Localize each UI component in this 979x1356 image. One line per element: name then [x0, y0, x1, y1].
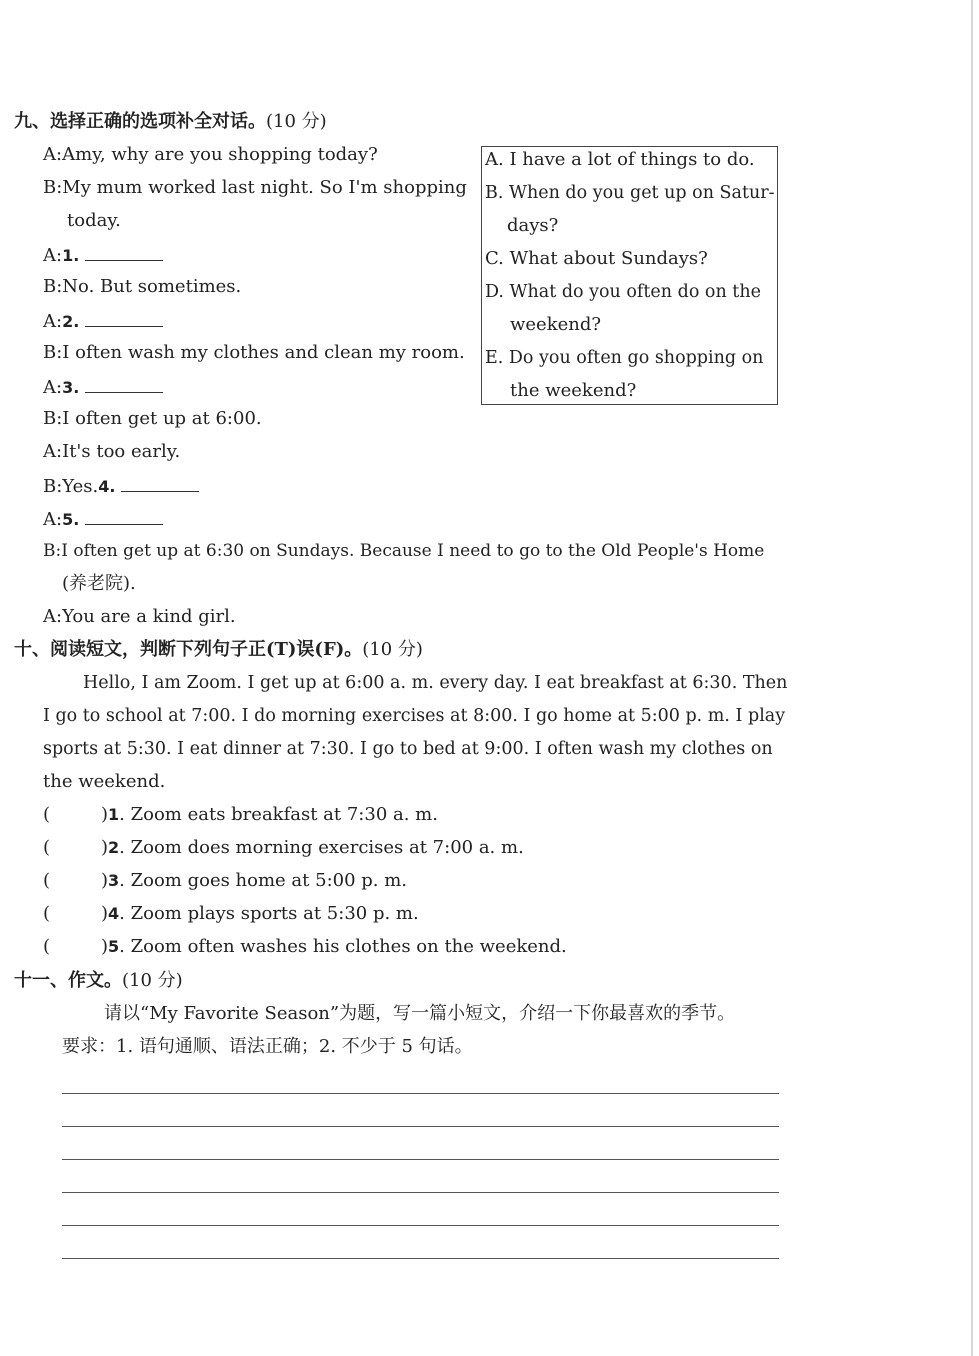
answer-blank-3[interactable] [85, 374, 163, 393]
options-box [481, 146, 778, 405]
blank-number: 5 [62, 510, 74, 529]
answer-blank-4[interactable] [121, 473, 199, 492]
dialogue-line: A:You are a kind girl. [43, 606, 236, 627]
passage-line: Hello, I am Zoom. I get up at 6:00 a. m. every day. I eat breakfast at 6:30. Then [83, 673, 788, 693]
blank-number: 1 [62, 246, 74, 265]
dialogue-line: A:It's too early. [43, 441, 181, 462]
section-10-heading [14, 638, 423, 662]
writing-line[interactable] [62, 1159, 779, 1160]
dialogue-line: A:2. [43, 308, 163, 334]
dialogue-line: B:No. But sometimes. [43, 276, 242, 297]
passage-line: the weekend. [43, 771, 166, 792]
dialogue-line: A:5. [43, 506, 163, 532]
blank-number: 4 [98, 477, 110, 496]
section-10-title: 十、阅读短文，判断下列句子正(T)误(F)。 [14, 639, 363, 660]
writing-line[interactable] [62, 1258, 779, 1259]
answer-bracket[interactable]: ( [43, 804, 51, 825]
tf-item: ( )2. Zoom does morning exercises at 7:00 a. m. [43, 837, 524, 858]
answer-bracket[interactable]: ( [43, 936, 51, 957]
dialogue-line: B:I often get up at 6:30 on Sundays. Because I need to go to the Old People's Home [43, 541, 765, 561]
writing-line[interactable] [62, 1126, 779, 1127]
blank-number: 2 [62, 312, 74, 331]
section-10-points: (10 分) [362, 639, 423, 660]
answer-bracket[interactable]: ( [43, 837, 51, 858]
option-c: C. What about Sundays? [485, 248, 708, 269]
option-d-cont: weekend? [510, 314, 602, 335]
blank-number: 3 [62, 378, 74, 397]
tf-item: ( )1. Zoom eats breakfast at 7:30 a. m. [43, 804, 438, 825]
tf-item: ( )3. Zoom goes home at 5:00 p. m. [43, 870, 408, 891]
option-a: A. I have a lot of things to do. [485, 149, 755, 170]
option-e-cont: the weekend? [510, 380, 637, 401]
dialogue-line: B:I often get up at 6:00. [43, 408, 262, 429]
writing-line[interactable] [62, 1192, 779, 1193]
dialogue-line: A:1. [43, 242, 163, 268]
dialogue-line: today. [67, 210, 121, 231]
writing-requirements: 要求：1. 语句通顺、语法正确；2. 不少于 5 句话。 [62, 1036, 473, 1057]
answer-bracket[interactable]: ( [43, 870, 51, 891]
answer-blank-2[interactable] [85, 308, 163, 327]
answer-blank-1[interactable] [85, 242, 163, 261]
tf-item: ( )5. Zoom often washes his clothes on the weekend. [43, 936, 567, 957]
writing-line[interactable] [62, 1093, 779, 1094]
dialogue-line: B:My mum worked last night. So I'm shopping [43, 177, 467, 198]
section-11-title: 十一、作文。 [14, 970, 122, 991]
dialogue-line: B:Yes.4. [43, 473, 199, 499]
dialogue-line: A:Amy, why are you shopping today? [43, 144, 378, 165]
answer-blank-5[interactable] [85, 506, 163, 525]
option-e: E. Do you often go shopping on [485, 348, 764, 368]
option-b: B. When do you get up on Satur- [485, 183, 775, 203]
section-9-title: 九、选择正确的选项补全对话。 [14, 111, 266, 132]
option-b-cont: days? [507, 215, 559, 236]
section-11-points: (10 分) [122, 970, 183, 991]
writing-prompt: 请以“My Favorite Season”为题，写一篇小短文，介绍一下你最喜欢的季节。 [104, 1003, 736, 1024]
passage-line: I go to school at 7:00. I do morning exercises at 8:00. I go home at 5:00 p. m. I play [43, 706, 786, 726]
section-11-heading [14, 969, 183, 993]
tf-item: ( )4. Zoom plays sports at 5:30 p. m. [43, 903, 419, 924]
option-d: D. What do you often do on the [485, 282, 761, 302]
dialogue-line: B:I often wash my clothes and clean my room. [43, 342, 465, 363]
dialogue-line: (养老院). [62, 573, 136, 594]
section-9-heading [14, 110, 327, 134]
section-9-points: (10 分) [266, 111, 327, 132]
passage-line: sports at 5:30. I eat dinner at 7:30. I go to bed at 9:00. I often wash my clothes on [43, 739, 773, 759]
page-edge [971, 0, 973, 1356]
dialogue-line: A:3. [43, 374, 163, 400]
writing-line[interactable] [62, 1225, 779, 1226]
answer-bracket[interactable]: ( [43, 903, 51, 924]
